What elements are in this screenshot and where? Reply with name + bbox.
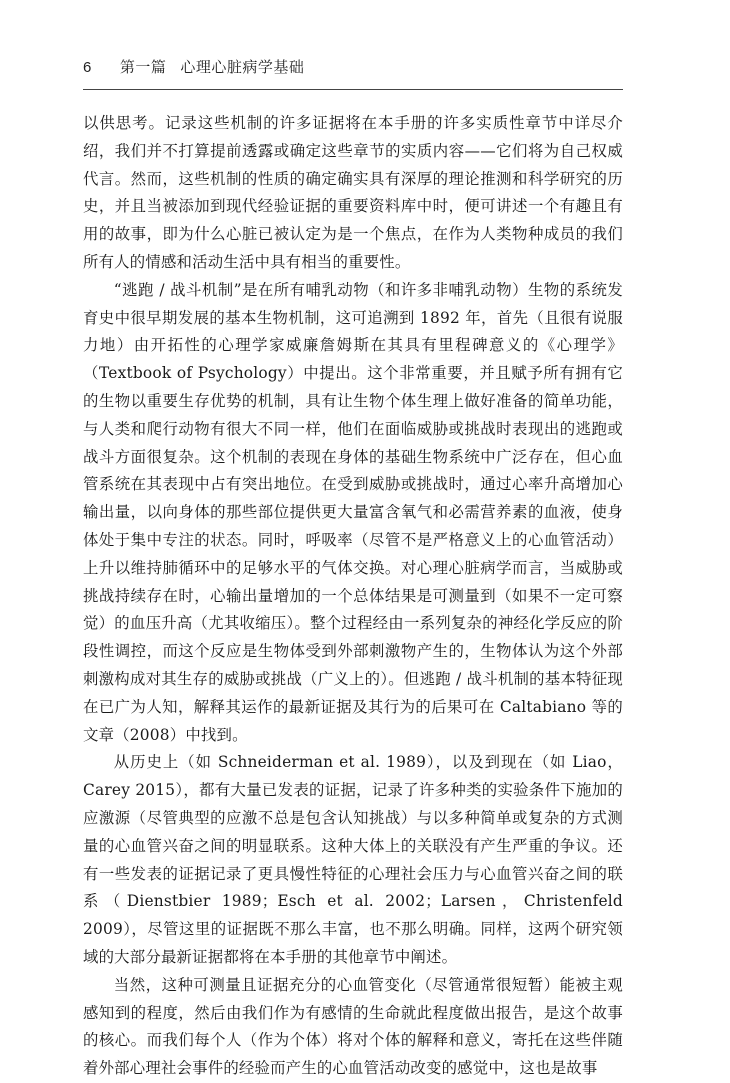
part-label: 第一篇 [119,58,167,76]
body-text [83,110,623,1083]
page-number: 6 [83,59,92,76]
paragraph-fight-flight: “逃跑 / 战斗机制”是在所有哺乳动物（和许多非哺乳动物）生物的系统发育史中很早期发展的基本生物机制，这可追溯到 1892 年，首先（且很有说服力地）由开拓性的心理学家威廉詹姆斯在其具有里程碑意义的《心理学》（Textbook of Psychology）中提出。这个非常重要，并且赋予所有拥有它的生物以重要生存优势的机制，具有让生物个体生理上做好准备的简单功能，与人类和爬行动物有很大不同一样，他们在面临威胁或挑战时表现出的逃跑或战斗方面很复杂。这个机制的表现在身体的基础生物系统中广泛存在，但心血管系统在其表现中占有突出地位。在受到威胁或挑战时，通过心率升高增加心输出量，以向身体的那些部位提供更大量富含氧气和必需营养素的血液，使身体处于集中专注的状态。同时，呼吸率（尽管不是严格意义上的心血管活动）上升以维持肺循环中的足够水平的气体交换。对心理心脏病学而言，当威胁或挑战持续存在时，心输出量增加的一个总体结果是可测量到（如果不一定可察觉）的血压升高（尤其收缩压）。整个过程经由一系列复杂的神经化学反应的阶段性调控，而这个反应是生物体受到外部刺激物产生的，生物体认为这个外部刺激构成对其生存的威胁或挑战（广义上的）。但逃跑 / 战斗机制的基本特征现在已广为人知，解释其运作的最新证据及其行为的后果可在 Caltabiano 等的文章（2008）中找到。 [83,280,623,744]
paragraph-history: 从历史上（如 Schneiderman et al. 1989），以及到现在（如 Liao，Carey 2015），都有大量已发表的证据，记录了许多种类的实验条件下施加的应激源（尽管典型的应激不总是包含认知挑战）与以多种简单或复杂的方式测量的心血管兴奋之间的明显联系。这种大体上的关联没有产生严重的争议。还有一些发表的证据记录了更具慢性特征的心理社会压力与心血管兴奋之间的联系（Dienstbier 1989；Esch et al. 2002；Larsen，Christenfeld 2009），尽管这里的证据既不那么丰富，也不那么明确。同样，这两个研究领域的大部分最新证据都将在本手册的其他章节中阐述。 [83,753,623,966]
book-page [83,56,623,1083]
part-title: 心理心脏病学基础 [180,58,305,76]
paragraph-subjective: 当然，这种可测量且证据充分的心血管变化（尽管通常很短暂）能被主观感知到的程度，然后由我们作为有感情的生命就此程度做出报告，是这个故事的核心。而我们每个人（作为个体）将对个体的解释和意义，寄托在这些伴随着外部心理社会事件的经验而产生的心血管活动改变的感觉中，这也是故事 [83,975,623,1078]
paragraph-continued: 以供思考。记录这些机制的许多证据将在本手册的许多实质性章节中详尽介绍，我们并不打算提前透露或确定这些章节的实质内容——它们将为自己权威代言。然而，这些机制的性质的确定确实具有深厚的理论推测和科学研究的历史，并且当被添加到现代经验证据的重要资料库中时，便可讲述一个有趣且有用的故事，即为什么心脏已被认定为是一个焦点，在作为人类物种成员的我们所有人的情感和活动生活中具有相当的重要性。 [83,114,623,271]
running-header [83,56,623,90]
